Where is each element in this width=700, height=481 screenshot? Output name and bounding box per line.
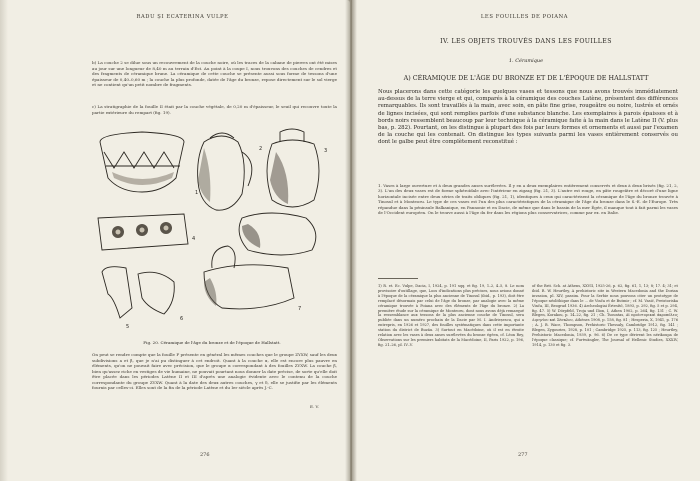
intro-paragraph: Nous placerons dans cette catégorie les quelques vases et tessons que nous avons trouvés immédiatement au-dessus de la terre vierge et qui, comparés à la céramique des couches Latène, présentent des différences remarquables. Ils sont travaillés à la main, avec soin, en pâte fine grise, rougeâtre ou noire, lustrés et ornés de lignes incisées, qui sont remplies parfois d'une substance blanche. Les exemplaires à parois épaisses et à bords noirs ressemblent beaucoup par leur technique à la céramique faite à la main dans le Latène II (V. plus bas, p. 282). Pourtant, on les distingue à plupart des fois par leurs formes et ornements et aussi par l'examen de la couche qui les contenait. On distingue les types suivants parmi les vases entièrement conservés ou dont le galbe peut être complètement reconstitué : xyxy=(378,89,678,146)
subsection-heading: A) CÉRAMIQUE DE L'ÂGE DU BRONZE ET DE L'ÉPOQUE DE HALLSTATT xyxy=(403,74,649,82)
pottery-figure xyxy=(92,122,332,340)
fig-label-7: 7 xyxy=(298,306,302,312)
fig-label-6: 6 xyxy=(180,316,184,322)
fig-label-3: 3 xyxy=(324,148,328,154)
signature: E. V. xyxy=(310,404,319,409)
jug-drawing xyxy=(198,133,252,210)
fig-label-4: 4 xyxy=(192,236,196,242)
fig-label-2: 2 xyxy=(259,146,263,152)
chapter-heading: IV. LES OBJETS TROUVÉS DANS LES FOUILLES xyxy=(440,38,612,45)
footnotes-right-column: of the Brit. Sch. at Athens, XXVII, 1925-26, p. 62, fig. 61, 1, 13; 8; 17. 4; 31; et ibid. R. W. Heurtley, A prehistoric site in Western Macedonia and the Dorian invasion, pl. XIV, passim. Pour la Serbie nous pouvons citer un prototype de l'époque néolithique dans le ... de Vinča et de Butmir ; cf. M. Vasić, Preistoriska Vinča, III, Beograd 1936. 4) Archeologiai Értesítő, 1893, p. 292, fig. 5 et p. 294, fig. 47. 5) W. Dörpfeld, Troja und Ilion, I, Athen 1902, p. 264, fig. 131 ; C. W. Blegen, Korakou, p. 14–22, fig. 21 ; Ch. Tsountas, Αἱ προϊστορικαὶ ἀκροπόλεις Διμηνίου καὶ Σέσκλου, Athènes 1908, p. 158, fig. 81 ; Hesperia, X, 1941, p. 176 ; A. J. B. Wace, Thompson, Prehistoric Thessaly, Cambridge 1912, fig. 141 ; Blegen, Zygouries, 1928, p. 101 ; Cambridge 1925, p. 113, fig. 125 ; Heurtley, Prehistoric Macedonia, 1939, p. 96. 6) De ce type dérivent les nérikoupa de l'époque classique; cf. Furtwängler, The Journal of Hellenic Studies, XXXIV, 1914, p. 130 et fig. 3. xyxy=(532,284,678,347)
section-heading: 1. Céramique xyxy=(508,58,544,64)
left-bottom-paragraph: On peut se rendre compte que la fouille F présente en général les mêmes couches que le groupe ZYXW, sauf les deux subdivisions a et β, que je n'ai pu distinguer à cet endroit. Quant à la couche α, elle est encore plus pauvre en éléments, qu'on ne pouvait faire avec précision, que le groupe α correspondant à des fouilles ZYXW. La couche β, bien qu'assez riche en vestiges de vie humaine, ne pouvait pourtant nous donner la date précise, de sorte qu'elle doit être placée dans les périodes Latène II et III d'après une analogie évidente avec le contenu de la couche correspondante du groupe ZYXW. Quant à la date des deux autres couches, γ et δ, elle se justifie par les éléments fournis par celles-ci. Elles sont de la fin de la période Latène et du Ier siècle après J.-C. xyxy=(92,352,337,390)
footnote-rule xyxy=(378,278,418,279)
item-paragraph: 1. Vases à large ouverture et à deux grandes anses surélevées. Il y en a deux exemplaires entièrement conservés et deux à deux brisés (fig. 21, 2, 3). L'un des deux vases est de forme sphéroïdale avec l'intérieur en zigzag (fig. 21, 3). L'autre est rouge, en pâte rougeâtre et décoré d'une ligne horizontale incisée entre deux séries de traits obliques (fig. 21, 1), identiques à ceux qui caractérisent la céramique de l'âge du bronze trouvée à Tinosul et à Monteoru. Le type de ces vases est l'un des plus caractéristiques de la céramique de l'âge du bronze dans le S.-E. de l'Europe. Très répandue dans la péninsule Balkanique, en Pannonie et en Dacie, de même que dans le bassin de la mer Égée, il manque tout à fait parmi les vases de l'Occident européen. On le trouve aussi à l'âge du fer dans les régions plus conservatrices, comme par ex. en Italie. xyxy=(378,183,678,216)
figure-numbers xyxy=(126,146,327,330)
pot-drawing xyxy=(267,129,319,207)
decorated-fragment-drawing xyxy=(98,214,188,250)
fig-label-5: 5 xyxy=(126,324,130,330)
book-spine-shadow xyxy=(345,0,357,481)
left-top-paragraph: b) La couche 2 se dilue sous un recouvrement de la couche noire, où les traces de la cabane de pierres ont été mises au jour sur une longueur de 8,40 m au terrain d'Est. Au point à la coupe I, nous trouvons des couches de cendres et des fragments de céramique brune. La céramique de cette couche se présente aussi sous forme de tessons d'une épaisseur de 0,40–0,60 m ; la couche la plus profonde, datée de l'âge du bronze, repose directement sur le sol vierge et ne contient qu'un petit nombre de fragments. xyxy=(92,60,337,87)
page-number-left: 276 xyxy=(200,452,210,458)
figure-caption: Fig. 20. Céramique de l'âge du bronze et de l'époque de Hallstatt. xyxy=(143,340,281,345)
bowl-drawing xyxy=(100,132,184,192)
running-head-left: RADU ȘI ECATERINA VULPE xyxy=(136,14,229,20)
right-page xyxy=(352,0,700,481)
handle-fragment-drawing xyxy=(102,267,174,318)
fig-label-1: 1 xyxy=(195,190,199,196)
page-edge xyxy=(0,0,8,481)
page-number-right: 277 xyxy=(518,452,528,458)
left-second-paragraph: c) La stratigraphie de la fouille II était par la couche végétale, de 0,20 m d'épaisseur, le seuil qui recouvre toute la partie extérieure du rempart (fig. 19). xyxy=(92,104,337,115)
footnotes-left-column: 1) R. et. Ec. Vulpe, Dacia, I, 1924, p. 191 sqq. et fig. 19, 1–2, 4–5, 8. Le nom provisoire d'outillage, que, Loos d'indications plus précises, nous avions donné à l'époque de la céramique la plus ancienne de Tinosul (ibid., p. 193), doit être remplacé désormais par celui de l'âge du bronze, par analogie avec la même céramique trouvée à Poiana avec des éléments de l'âge du bronze. 2) La première étude sur la céramique de Monteoru, dont nous avons déjà remarqué la ressemblance aux tessons de la plus ancienne couche de Tinosul, sera publiée dans un numéro prochain de la Dacie par M. I. Andrieșescu, qui a entrepris, en 1926 et 1927, des fouilles systématiques dans cette importante station du district de Buzău. 3) Surtout en Macédoine, où il est en étroite relation avec les vases à deux anses surélevées du bronze égéen, cf. Léon Rey, Observations sur les premiers habitats de la Macédoine, II, Paris 1922, p. 196, fig. 21–26, pl. IV–V. xyxy=(378,284,524,347)
running-head-right: LES FOUILLES DE POIANA xyxy=(480,14,569,20)
vessel-drawing xyxy=(239,213,316,255)
